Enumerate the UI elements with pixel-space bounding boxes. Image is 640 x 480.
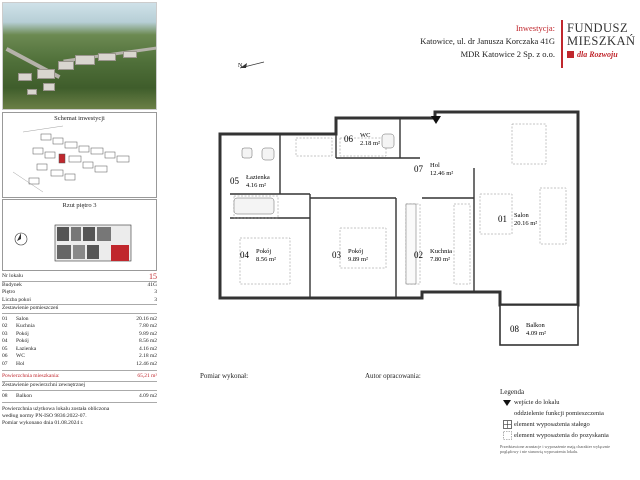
- legend-title: Legenda: [500, 388, 525, 396]
- room-area: 9.89 m2: [138, 330, 157, 337]
- total-area-value: 65,21 m²: [137, 373, 157, 379]
- room-name: Hol: [16, 360, 25, 367]
- room-row: [2, 353, 157, 361]
- room-name-01: Salon: [514, 212, 529, 219]
- room-num: 02: [2, 323, 8, 329]
- ext-list: [2, 393, 157, 401]
- rooms-section-title: Zestawienie pomieszczeń: [2, 305, 59, 311]
- ext-row: [2, 393, 157, 401]
- legend-entry-label: wejście do lokalu: [514, 399, 560, 406]
- investment-header: [395, 22, 555, 61]
- room-num: 01: [2, 315, 8, 322]
- disclaimer-line-2: poglądowy i nie stanowią wyposażenia lokalu.: [500, 449, 579, 454]
- north-label: N: [238, 63, 243, 69]
- room-area: 20.16 m2: [136, 315, 157, 322]
- room-name-03: Pokój: [348, 248, 364, 255]
- room-num: 05: [2, 345, 8, 352]
- floor-panel: [2, 199, 157, 271]
- logo-line-1: FUNDUSZ: [567, 21, 629, 35]
- room-name-04: Pokój: [256, 248, 272, 255]
- building-row: [2, 282, 157, 290]
- ext-section-title: Zestawienie powierzchni zewnętrznej: [2, 382, 86, 388]
- room-number-03: 03: [332, 250, 341, 260]
- legend-optional-label: element wyposażenia do pozyskania: [514, 432, 609, 439]
- room-area-02: 7.80 m²: [430, 256, 451, 263]
- room-num: 06: [2, 353, 8, 359]
- note-line-3: Pomiar wykonano dnia 01.08.2024 r.: [2, 420, 84, 426]
- room-number-02: 02: [414, 250, 423, 260]
- room-name-02: Kuchnia: [430, 248, 453, 255]
- floor-value: 3: [154, 289, 157, 295]
- legend-optional-row: [500, 430, 636, 441]
- room-area-03: 9.89 m²: [348, 256, 369, 263]
- fund-logo: [567, 22, 636, 59]
- room-area-05: 4.16 m²: [246, 182, 267, 189]
- floor-title: Rzut piętro 3: [62, 202, 97, 209]
- rooms-count-value: 3: [154, 296, 157, 303]
- floor-diagram: [3, 209, 156, 269]
- investment-address: Katowice, ul. dr Janusza Korczaka 41G: [420, 36, 555, 46]
- room-number-04: 04: [240, 250, 249, 260]
- floor-plan: [200, 108, 590, 348]
- room-name-07: Hol: [430, 162, 440, 169]
- unit-number-row: [2, 273, 157, 281]
- ext-area: 4.09 m2: [138, 392, 157, 399]
- room-area: 7.80 m2: [138, 323, 157, 329]
- legend-fixed-row: [500, 419, 636, 430]
- unit-number-label: Nr lokalu: [2, 273, 23, 279]
- room-number-06: 06: [344, 134, 353, 144]
- rooms-count-label: Liczba pokoi: [2, 296, 31, 303]
- unit-info-table: [2, 273, 157, 427]
- room-name-08: Balkon: [526, 322, 545, 329]
- entry-arrow-icon: [500, 399, 514, 407]
- room-row: [2, 361, 157, 369]
- room-row: [2, 316, 157, 324]
- room-area-08: 4.09 m²: [526, 330, 547, 337]
- room-number-01: 01: [498, 214, 507, 224]
- investor-label: Inwestycja:: [515, 23, 555, 33]
- room-area: 8.56 m2: [138, 338, 157, 344]
- scheme-title: Schemat inwestycji: [54, 115, 105, 122]
- rooms-list: [2, 316, 157, 369]
- optional-element-icon: [500, 431, 514, 440]
- room-area-04: 8.56 m²: [256, 256, 277, 263]
- room-name-06: WC: [360, 132, 371, 139]
- legend-entry-row: [500, 397, 636, 408]
- room-area-07: 12.46 m²: [430, 170, 454, 177]
- room-num: 04: [2, 338, 8, 344]
- disclaimer-line-1: Przedstawione aranżacje i wyposażenie mają charakter wyłącznie: [500, 444, 610, 449]
- aerial-photo: [2, 2, 157, 110]
- header-divider: [561, 20, 563, 68]
- room-name: WC: [16, 353, 25, 359]
- legend-separation-label: oddzielenie funkcji pomieszczenia: [514, 410, 604, 417]
- room-name: Pokój: [16, 330, 29, 337]
- room-row: [2, 323, 157, 331]
- ext-name: Balkon: [16, 392, 32, 399]
- building-value: 41G: [147, 281, 157, 288]
- room-number-05: 05: [230, 176, 239, 186]
- prepared-by-label: Autor opracowania:: [365, 372, 421, 380]
- note-line-1: Powierzchnia użytkowa lokalu została obliczona: [2, 406, 110, 412]
- room-row: [2, 331, 157, 339]
- room-number-08: 08: [510, 324, 519, 334]
- room-name-05: Łazienka: [246, 174, 270, 181]
- rooms-count-row: [2, 297, 157, 305]
- room-num: 07: [2, 360, 8, 367]
- total-area-label: Powierzchnia mieszkania:: [2, 373, 60, 379]
- room-area: 2.18 m2: [138, 353, 157, 359]
- room-area: 12.46 m2: [136, 360, 157, 367]
- room-number-07: 07: [414, 164, 423, 174]
- total-area-row: [2, 371, 157, 381]
- building-label: Budynek: [2, 281, 22, 288]
- investment-company: MDR Katowice 2 Sp. z o.o.: [460, 49, 555, 59]
- legend: [500, 388, 636, 454]
- fixed-element-icon: [500, 420, 514, 429]
- room-row: [2, 346, 157, 354]
- floor-row: [2, 289, 157, 297]
- floor-label: Piętro: [2, 289, 16, 295]
- note-line-2: według normy PN-ISO 9836:2022-07.: [2, 413, 87, 419]
- measured-by-label: Pomiar wykonał:: [200, 372, 249, 380]
- logo-line-3: dla Rozwoju: [577, 50, 618, 59]
- room-name: Pokój: [16, 338, 29, 344]
- room-name: Salon: [16, 315, 29, 322]
- legend-separation-row: [500, 408, 636, 419]
- room-area-01: 20.16 m²: [514, 220, 538, 227]
- legend-fixed-label: element wyposażenia stałego: [514, 421, 590, 428]
- room-row: [2, 338, 157, 346]
- north-arrow-icon: [236, 58, 268, 74]
- ext-num: 08: [2, 392, 8, 399]
- logo-mark-icon: [567, 51, 574, 58]
- room-num: 03: [2, 330, 8, 337]
- scheme-panel: [2, 112, 157, 198]
- room-name: Kuchnia: [16, 323, 35, 329]
- scheme-diagram: [3, 122, 156, 196]
- room-area: 4.16 m2: [138, 345, 157, 352]
- room-name: Łazienka: [16, 345, 37, 352]
- room-area-06: 2.18 m²: [360, 140, 381, 147]
- logo-line-2: MIESZKAŃ: [567, 34, 636, 48]
- unit-number-value: 15: [149, 272, 157, 281]
